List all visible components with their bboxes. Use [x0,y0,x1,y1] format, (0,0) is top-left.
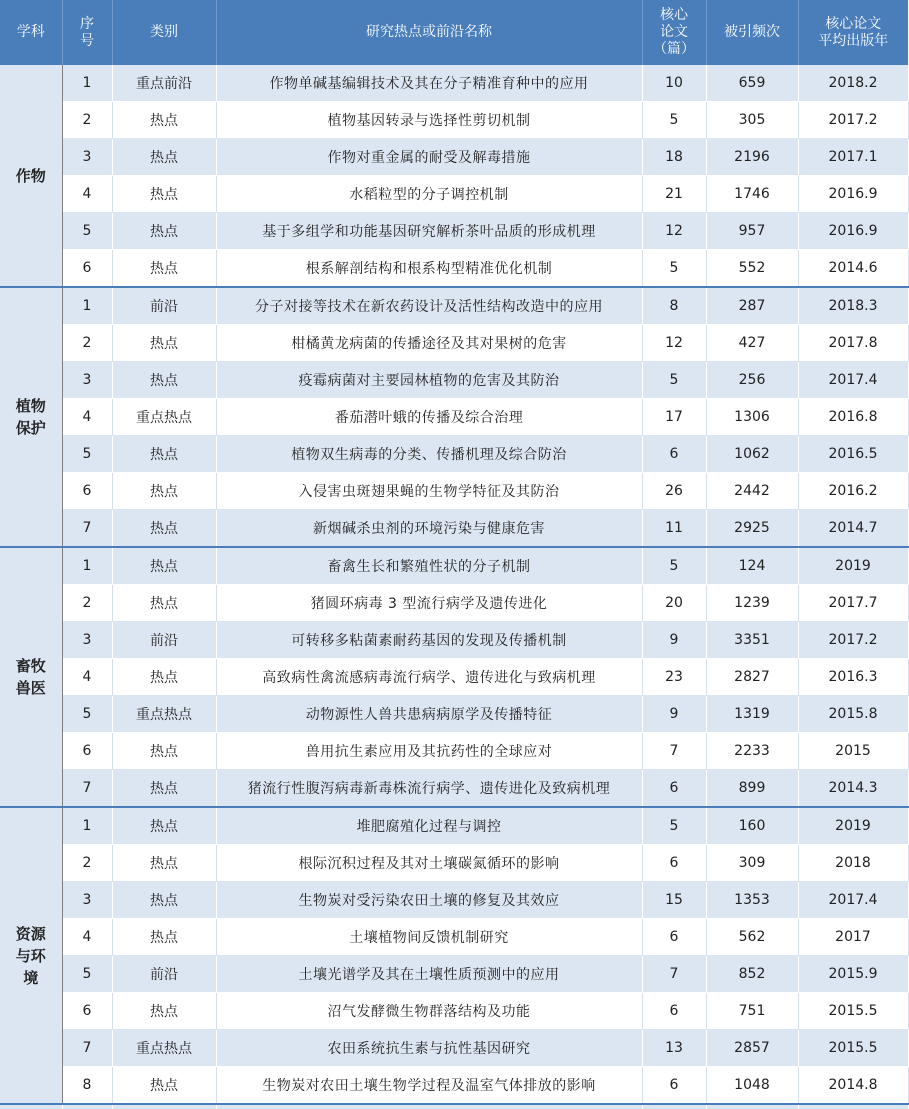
citations-cell: 1239 [706,585,798,622]
topic-name-cell: 水稻粒型的分子调控机制 [216,176,642,213]
avg-year-cell: 2018.2 [798,65,908,102]
topic-name-cell: 植物基因转录与选择性剪切机制 [216,102,642,139]
category-cell: 重点热点 [112,1030,216,1067]
core-papers-cell: 9 [642,696,706,733]
seq-cell: 3 [62,362,112,399]
core-papers-cell: 8 [642,287,706,325]
table-row [0,1030,908,1067]
seq-cell: 3 [62,139,112,176]
header-category: 类别 [112,0,216,65]
seq-cell: 6 [62,250,112,288]
citations-cell: 3351 [706,622,798,659]
category-cell: 热点 [112,547,216,585]
table-row [0,696,908,733]
category-cell: 热点 [112,176,216,213]
avg-year-cell: 2014.8 [798,1067,908,1105]
core-papers-cell: 12 [642,213,706,250]
topic-name-cell: 动物源性人兽共患病病原学及传播特征 [216,696,642,733]
core-papers-cell: 6 [642,1067,706,1105]
table-row [0,176,908,213]
table-row [0,770,908,808]
core-papers-cell: 20 [642,585,706,622]
tail-cell [62,1104,112,1109]
topic-name-cell: 兽用抗生素应用及其抗药性的全球应对 [216,733,642,770]
category-cell: 热点 [112,807,216,845]
category-cell: 热点 [112,250,216,288]
core-papers-cell: 13 [642,1030,706,1067]
category-cell: 热点 [112,102,216,139]
core-papers-cell: 12 [642,325,706,362]
topic-name-cell: 柑橘黄龙病菌的传播途径及其对果树的危害 [216,325,642,362]
category-cell: 重点热点 [112,399,216,436]
table-row [0,473,908,510]
seq-cell: 5 [62,436,112,473]
seq-cell: 1 [62,547,112,585]
avg-year-cell: 2017.4 [798,882,908,919]
category-cell: 热点 [112,325,216,362]
avg-year-cell: 2015.5 [798,1030,908,1067]
seq-cell: 5 [62,956,112,993]
table-row [0,882,908,919]
core-papers-cell: 10 [642,65,706,102]
citations-cell: 1048 [706,1067,798,1105]
seq-cell: 4 [62,176,112,213]
core-papers-cell: 9 [642,622,706,659]
category-cell: 热点 [112,845,216,882]
seq-cell: 7 [62,510,112,548]
core-papers-cell: 11 [642,510,706,548]
category-cell: 前沿 [112,622,216,659]
tail-cell [216,1104,642,1109]
tail-cell [706,1104,798,1109]
avg-year-cell: 2018 [798,845,908,882]
avg-year-cell: 2015.8 [798,696,908,733]
table-row [0,659,908,696]
core-papers-cell: 6 [642,845,706,882]
avg-year-cell: 2017.1 [798,139,908,176]
core-papers-cell: 26 [642,473,706,510]
core-papers-cell: 6 [642,770,706,808]
citations-cell: 659 [706,65,798,102]
citations-cell: 899 [706,770,798,808]
category-cell: 热点 [112,1067,216,1105]
tail-cell [642,1104,706,1109]
category-cell: 重点前沿 [112,65,216,102]
avg-year-cell: 2014.6 [798,250,908,288]
core-papers-cell: 5 [642,102,706,139]
category-cell: 热点 [112,770,216,808]
avg-year-cell: 2016.5 [798,436,908,473]
avg-year-cell: 2016.9 [798,176,908,213]
seq-cell: 4 [62,659,112,696]
header-citations: 被引频次 [706,0,798,65]
subject-label: 资源与环境 [15,924,46,987]
avg-year-cell: 2015.5 [798,993,908,1030]
seq-cell: 1 [62,807,112,845]
avg-year-cell: 2016.3 [798,659,908,696]
core-papers-cell: 21 [642,176,706,213]
topic-name-cell: 猪圆环病毒 3 型流行病学及遗传进化 [216,585,642,622]
category-cell: 热点 [112,362,216,399]
table-row [0,993,908,1030]
avg-year-cell: 2017.8 [798,325,908,362]
topic-name-cell: 生物炭对受污染农田土壤的修复及其效应 [216,882,642,919]
citations-cell: 552 [706,250,798,288]
topic-name-cell: 入侵害虫斑翅果蝇的生物学特征及其防治 [216,473,642,510]
topic-name-cell: 基于多组学和功能基因研究解析茶叶品质的形成机理 [216,213,642,250]
seq-cell: 1 [62,65,112,102]
avg-year-cell: 2017.2 [798,102,908,139]
citations-cell: 427 [706,325,798,362]
citations-cell: 1319 [706,696,798,733]
category-cell: 热点 [112,213,216,250]
core-papers-cell: 5 [642,547,706,585]
citations-cell: 2925 [706,510,798,548]
citations-cell: 852 [706,956,798,993]
topic-name-cell: 生物炭对农田土壤生物学过程及温室气体排放的影响 [216,1067,642,1105]
category-cell: 重点热点 [112,696,216,733]
citations-cell: 124 [706,547,798,585]
category-cell: 热点 [112,139,216,176]
category-cell: 热点 [112,882,216,919]
table-tail [0,1104,908,1109]
topic-name-cell: 猪流行性腹泻病毒新毒株流行病学、遗传进化及致病机理 [216,770,642,808]
table-row [0,436,908,473]
topic-name-cell: 番茄潜叶蛾的传播及综合治理 [216,399,642,436]
table-row [0,1067,908,1105]
category-cell: 前沿 [112,287,216,325]
seq-cell: 4 [62,399,112,436]
citations-cell: 2857 [706,1030,798,1067]
table-row [0,585,908,622]
avg-year-cell: 2018.3 [798,287,908,325]
avg-year-cell: 2016.8 [798,399,908,436]
avg-year-cell: 2014.3 [798,770,908,808]
category-cell: 热点 [112,733,216,770]
avg-year-cell: 2017.2 [798,622,908,659]
subject-label: 畜牧兽医 [15,657,46,697]
subject-cell [0,807,62,1104]
citations-cell: 287 [706,287,798,325]
topic-name-cell: 作物单碱基编辑技术及其在分子精准育种中的应用 [216,65,642,102]
table-row [0,733,908,770]
seq-cell: 1 [62,287,112,325]
core-papers-cell: 7 [642,733,706,770]
table-row [0,287,908,325]
avg-year-cell: 2017.4 [798,362,908,399]
citations-cell: 309 [706,845,798,882]
category-cell: 热点 [112,510,216,548]
table-row [0,325,908,362]
table-row [0,622,908,659]
category-cell: 热点 [112,659,216,696]
header-core-papers: 核心 论文 （篇） [642,0,706,65]
citations-cell: 562 [706,919,798,956]
seq-cell: 2 [62,102,112,139]
header-seq: 序 号 [62,0,112,65]
topic-name-cell: 土壤光谱学及其在土壤性质预测中的应用 [216,956,642,993]
citations-cell: 2233 [706,733,798,770]
avg-year-cell: 2016.9 [798,213,908,250]
header-row [0,0,908,65]
citations-cell: 1746 [706,176,798,213]
topic-name-cell: 沼气发酵微生物群落结构及功能 [216,993,642,1030]
category-cell: 热点 [112,436,216,473]
core-papers-cell: 5 [642,362,706,399]
seq-cell: 3 [62,622,112,659]
seq-cell: 6 [62,473,112,510]
seq-cell: 6 [62,993,112,1030]
table-row [0,102,908,139]
table-row [0,139,908,176]
table-row [0,399,908,436]
core-papers-cell: 17 [642,399,706,436]
citations-cell: 1353 [706,882,798,919]
core-papers-cell: 5 [642,250,706,288]
topic-name-cell: 分子对接等技术在新农药设计及活性结构改造中的应用 [216,287,642,325]
core-papers-cell: 5 [642,807,706,845]
topic-name-cell: 土壤植物间反馈机制研究 [216,919,642,956]
avg-year-cell: 2017 [798,919,908,956]
header-avg-year: 核心论文 平均出版年 [798,0,908,65]
core-papers-cell: 23 [642,659,706,696]
topic-name-cell: 可转移多粘菌素耐药基因的发现及传播机制 [216,622,642,659]
topic-name-cell: 高致病性禽流感病毒流行病学、遗传进化与致病机理 [216,659,642,696]
avg-year-cell: 2016.2 [798,473,908,510]
topic-name-cell: 根系解剖结构和根系构型精准优化机制 [216,250,642,288]
table-row [0,213,908,250]
tail-cell [798,1104,908,1109]
seq-cell: 2 [62,325,112,362]
table-row [0,956,908,993]
seq-cell: 4 [62,919,112,956]
table-row [0,547,908,585]
table-row [0,65,908,102]
citations-cell: 751 [706,993,798,1030]
core-papers-cell: 18 [642,139,706,176]
topic-name-cell: 畜禽生长和繁殖性状的分子机制 [216,547,642,585]
seq-cell: 2 [62,585,112,622]
category-cell: 热点 [112,919,216,956]
avg-year-cell: 2015.9 [798,956,908,993]
citations-cell: 2196 [706,139,798,176]
header-name: 研究热点或前沿名称 [216,0,642,65]
category-cell: 热点 [112,585,216,622]
category-cell: 前沿 [112,956,216,993]
tail-cell [0,1104,62,1109]
avg-year-cell: 2017.7 [798,585,908,622]
core-papers-cell: 6 [642,919,706,956]
subject-cell [0,547,62,807]
topic-name-cell: 根际沉积过程及其对土壤碳氮循环的影响 [216,845,642,882]
core-papers-cell: 6 [642,993,706,1030]
tail-cell [112,1104,216,1109]
citations-cell: 1062 [706,436,798,473]
subject-cell [0,287,62,547]
seq-cell: 3 [62,882,112,919]
table-row [0,919,908,956]
seq-cell: 7 [62,1030,112,1067]
header-subject: 学科 [0,0,62,65]
citations-cell: 1306 [706,399,798,436]
avg-year-cell: 2019 [798,547,908,585]
table-row [0,362,908,399]
citations-cell: 256 [706,362,798,399]
table-row [0,510,908,548]
subject-label: 作物 [15,166,46,185]
subject-label: 植物保护 [15,397,46,437]
citations-cell: 957 [706,213,798,250]
category-cell: 热点 [112,473,216,510]
seq-cell: 7 [62,770,112,808]
core-papers-cell: 6 [642,436,706,473]
seq-cell: 5 [62,696,112,733]
citations-cell: 2442 [706,473,798,510]
topic-name-cell: 植物双生病毒的分类、传播机理及综合防治 [216,436,642,473]
core-papers-cell: 7 [642,956,706,993]
topic-name-cell: 疫霉病菌对主要园林植物的危害及其防治 [216,362,642,399]
seq-cell: 5 [62,213,112,250]
subject-cell [0,65,62,287]
seq-cell: 8 [62,1067,112,1105]
topic-name-cell: 堆肥腐殖化过程与调控 [216,807,642,845]
table-row [0,250,908,288]
avg-year-cell: 2019 [798,807,908,845]
topic-name-cell: 农田系统抗生素与抗性基因研究 [216,1030,642,1067]
avg-year-cell: 2015 [798,733,908,770]
table-row [0,845,908,882]
core-papers-cell: 15 [642,882,706,919]
category-cell: 热点 [112,993,216,1030]
topic-name-cell: 新烟碱杀虫剂的环境污染与健康危害 [216,510,642,548]
seq-cell: 2 [62,845,112,882]
citations-cell: 305 [706,102,798,139]
topic-name-cell: 作物对重金属的耐受及解毒措施 [216,139,642,176]
citations-cell: 2827 [706,659,798,696]
table-row [0,807,908,845]
avg-year-cell: 2014.7 [798,510,908,548]
citations-cell: 160 [706,807,798,845]
seq-cell: 6 [62,733,112,770]
